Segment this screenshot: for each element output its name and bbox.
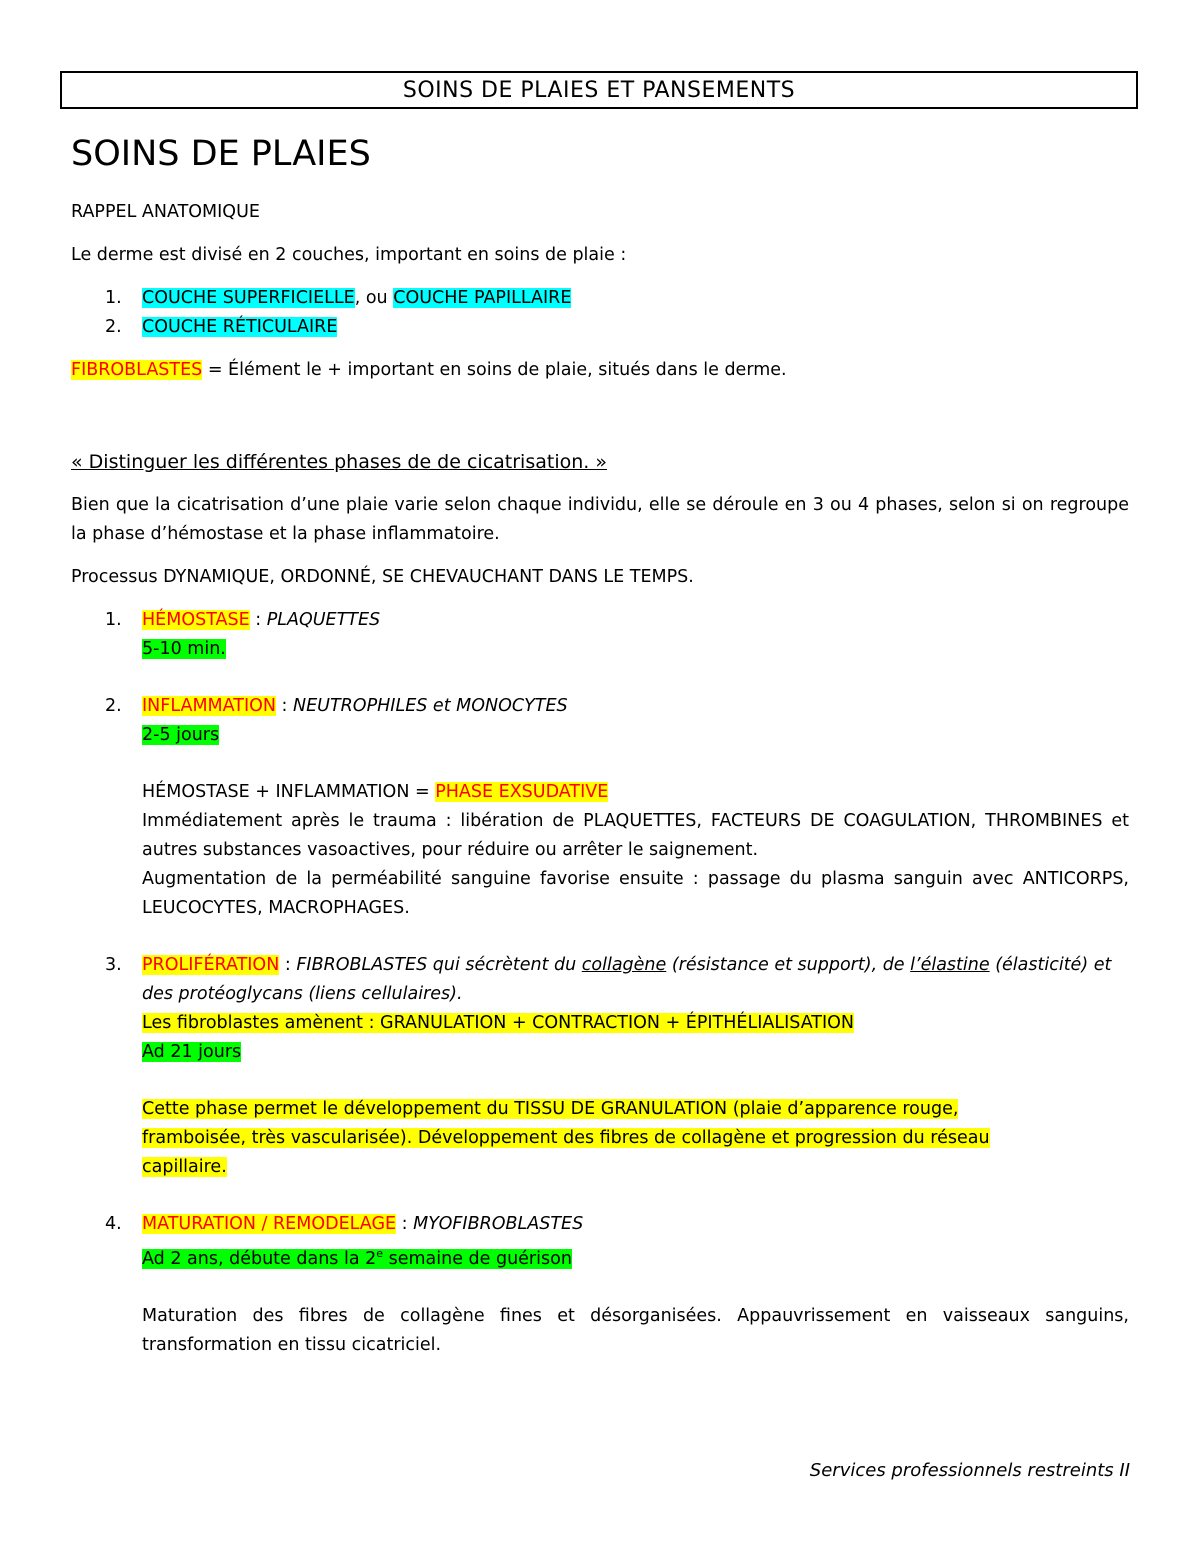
header-title: SOINS DE PLAIES ET PANSEMENTS [402, 77, 796, 103]
derme-layers-list [71, 284, 1131, 342]
list-number: 3. [105, 955, 122, 975]
section-title: SOINS DE PLAIES [71, 134, 371, 174]
footer-text: Services professionnels restreints II [809, 1460, 1130, 1481]
list-item [71, 284, 1131, 313]
duration-sup: e [376, 1247, 384, 1260]
duration-text: Ad 2 ans, débute dans la 2 [142, 1248, 377, 1269]
intro-paragraph: Bien que la cicatrisation d’une plaie varie selon chaque individu, elle se déroule en 3 ou 4 phases, selon si on regroupe la phase d’hémostase et la phase inflammatoire. [71, 495, 1129, 544]
phase-duration [142, 1249, 572, 1269]
prolif-desc-line: capillaire. [142, 1157, 227, 1177]
phase-name: INFLAMMATION [142, 696, 276, 716]
document-body [71, 132, 1131, 1360]
prolif-text: (élasticité) et des protéoglycans (liens cellulaires). [142, 955, 1112, 1004]
phase-cells: PLAQUETTES [266, 610, 381, 630]
prolif-desc-line: Cette phase permet le développement du TISSU DE GRANULATION (plaie d’apparence rouge, [142, 1099, 959, 1119]
list-number: 1. [105, 288, 122, 308]
fibroblastes-text: = Élément le + important en soins de plaie, situés dans le derme. [202, 360, 787, 380]
phase-cells: MYOFIBROBLASTES [413, 1214, 584, 1234]
exsudative-phase: PHASE EXSUDATIVE [435, 782, 609, 802]
phase-duration: 5-10 min. [142, 639, 226, 659]
fibroblastes-definition [71, 356, 1131, 385]
phase-proliferation [71, 951, 1131, 1182]
exsudative-label: HÉMOSTASE + INFLAMMATION = [142, 782, 436, 802]
rappel-intro: Le derme est divisé en 2 couches, important en soins de plaie : [71, 245, 627, 265]
fibroblastes-term: FIBROBLASTES [71, 360, 203, 380]
list-number: 2. [105, 317, 122, 337]
phase-separator: : [279, 955, 297, 975]
prolif-text: FIBROBLASTES qui sécrètent du [296, 955, 582, 975]
phase-duration: 2-5 jours [142, 725, 220, 745]
phase-separator: : [249, 610, 267, 630]
phase-cells: NEUTROPHILES et MONOCYTES [293, 696, 568, 716]
exsudative-line [142, 778, 1131, 807]
process-line: Processus DYNAMIQUE, ORDONNÉ, SE CHEVAUCHANT DANS LE TEMPS. [71, 567, 694, 587]
exsudative-p2: Augmentation de la perméabilité sanguine favorise ensuite : passage du plasma sanguin avec ANTICORPS, LEUCOCYTES, MACROPHAGES. [142, 869, 1129, 918]
objective-heading: « Distinguer les différentes phases de de cicatrisation. » [71, 451, 607, 473]
phase-separator: : [275, 696, 293, 716]
prolif-text: (résistance et support), de [666, 955, 911, 975]
phase-maturation [71, 1210, 1131, 1360]
layer-superficielle: COUCHE SUPERFICIELLE [142, 288, 355, 308]
list-number: 4. [105, 1214, 122, 1234]
document-header [60, 71, 1138, 109]
prolif-amenent: Les fibroblastes amènent : GRANULATION + CONTRACTION + ÉPITHÉLIALISATION [142, 1013, 855, 1033]
phase-inflammation [71, 692, 1131, 923]
layer-reticulaire: COUCHE RÉTICULAIRE [142, 317, 338, 337]
list-item [71, 313, 1131, 342]
prolif-collagene: collagène [581, 955, 667, 975]
phase-duration: Ad 21 jours [142, 1042, 242, 1062]
prolif-elastine: l’élastine [910, 955, 990, 975]
maturation-desc: Maturation des fibres de collagène fines et désorganisées. Appauvrissement en vaisseaux sanguins, transformation en tissu cicatriciel. [142, 1305, 1129, 1355]
exsudative-p1: Immédiatement après le trauma : libération de PLAQUETTES, FACTEURS DE COAGULATION, THROMBINES et autres substances vasoactives, pour réduire ou arrêter le saignement. [142, 811, 1129, 860]
phase-hemostase [71, 606, 1131, 664]
rappel-heading: RAPPEL ANATOMIQUE [71, 202, 260, 222]
layer-separator: , ou [354, 288, 394, 308]
phase-name: HÉMOSTASE [142, 610, 250, 630]
list-number: 1. [105, 610, 122, 630]
list-number: 2. [105, 696, 122, 716]
prolif-desc-line: framboisée, très vascularisée). Développement des fibres de collagène et progression du réseau [142, 1128, 990, 1148]
layer-papillaire: COUCHE PAPILLAIRE [393, 288, 572, 308]
duration-text: semaine de guérison [383, 1248, 572, 1269]
phase-separator: : [396, 1214, 414, 1234]
phase-name: MATURATION / REMODELAGE [142, 1214, 397, 1234]
phase-name: PROLIFÉRATION [142, 955, 280, 975]
